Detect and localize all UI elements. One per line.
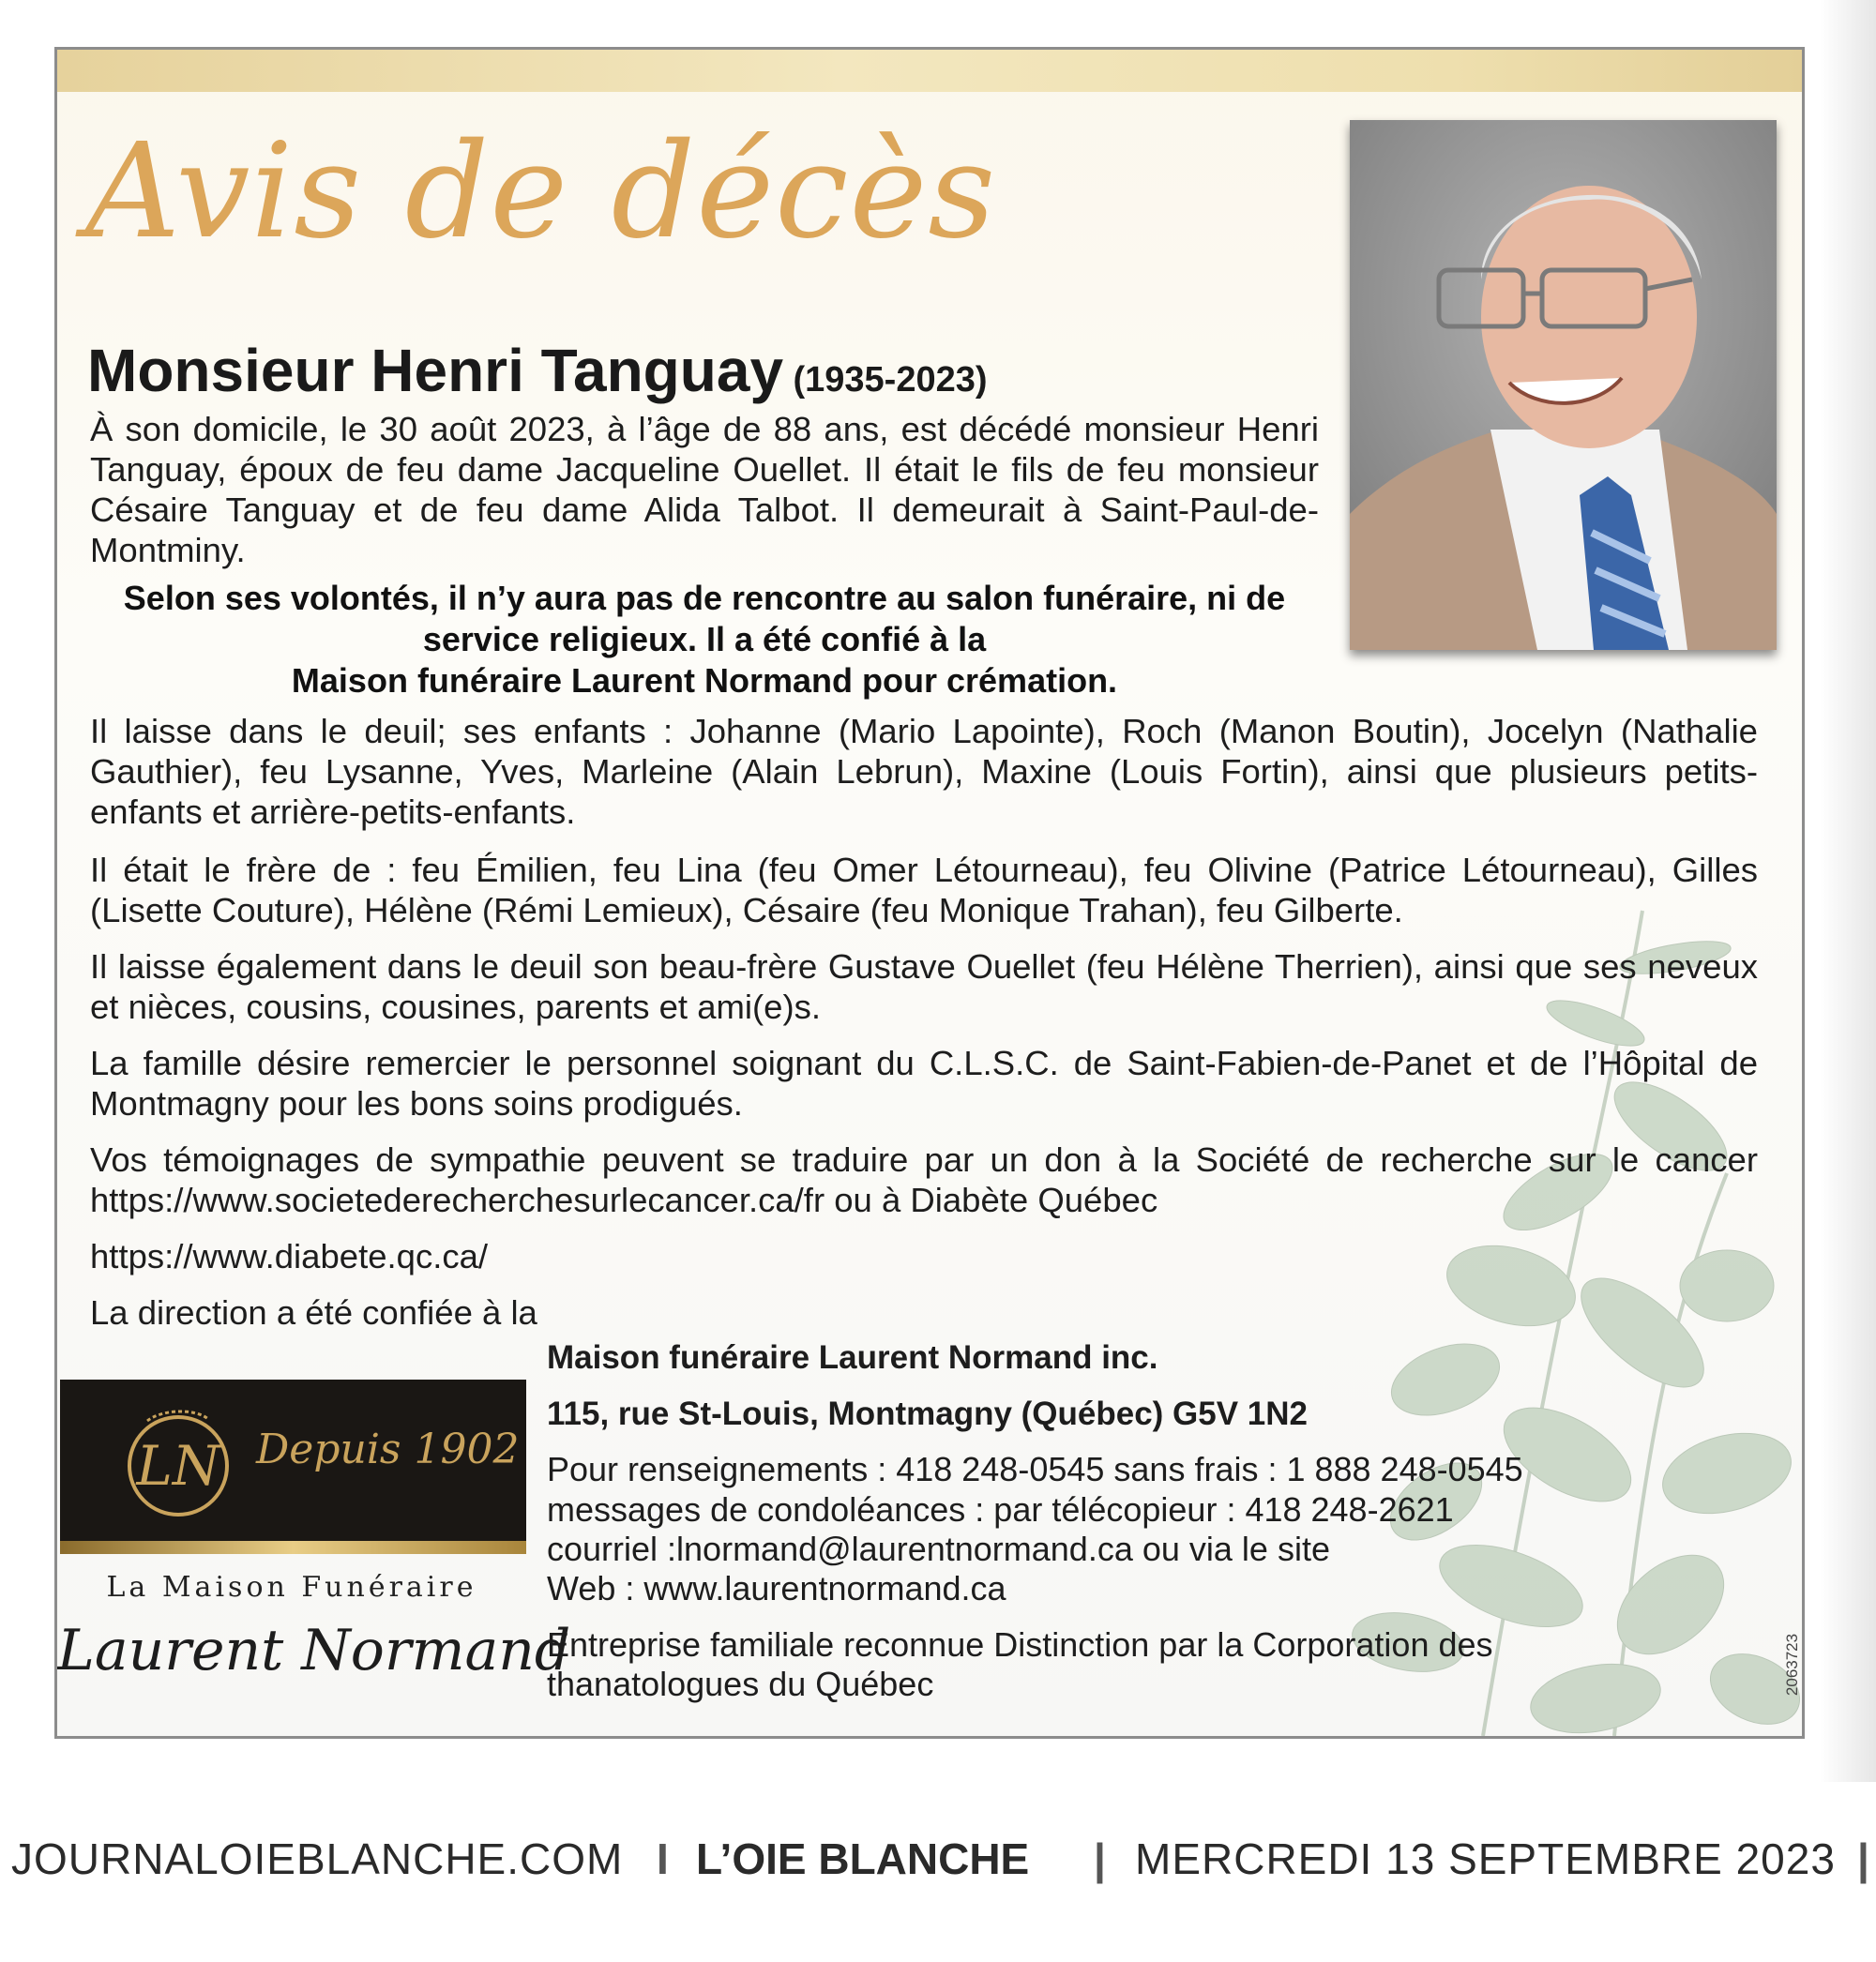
ln-monogram-text: LN — [136, 1434, 220, 1498]
deceased-name: Monsieur Henri Tanguay — [87, 337, 784, 404]
funeral-home-email: courriel :lnormand@laurentnormand.ca ou via le site — [547, 1530, 1330, 1568]
notice-paragraph-2: Il laisse dans le deuil; ses enfants : Johanne (Mario Lapointe), Roch (Manon Boutin), Jocelyn (Nathalie Gauthier), feu Lysanne, Yves, Marleine (Alain Lebrun), Maxine (Louis Fortin), ainsi que plusieurs petits-enfants et arrière-petits-enfants. — [90, 712, 1758, 831]
cremation-notice-line-3: Maison funéraire Laurent Normand pour crémation. — [291, 661, 1118, 700]
notice-paragraph-5: La famille désire remercier le personnel soignant du C.L.S.C. de Saint-Fabien-de-Panet et de l’Hôpital de Montmagny pour les bons soins prodigués. — [90, 1044, 1758, 1123]
funeral-home-name: Maison funéraire Laurent Normand inc. — [547, 1339, 1158, 1376]
notice-paragraph-4: Il laisse également dans le deuil son beau-frère Gustave Ouellet (feu Hélène Therrien), ainsi que ses neveux et nièces, cousins, cousines, parents et ami(e)s. — [90, 947, 1758, 1026]
distinction-line-2: thanatologues du Québec — [547, 1665, 934, 1703]
footer-divider-1: | — [1094, 1834, 1106, 1883]
cremation-notice-line-1: Selon ses volontés, il n’y aura pas de rencontre au salon funéraire, ni de — [123, 579, 1286, 617]
funeral-home-brand-small: La Maison Funéraire — [106, 1571, 477, 1604]
deceased-years: (1935-2023) — [793, 360, 988, 400]
funeral-home-fax: messages de condoléances : par télécopieur : 418 248-2621 — [547, 1490, 1454, 1529]
gold-header-band — [57, 50, 1802, 92]
funeral-home-address: 115, rue St-Louis, Montmagny (Québec) G5V 1N2 — [547, 1396, 1309, 1432]
funeral-home-web: Web : www.laurentnormand.ca — [547, 1569, 1006, 1607]
death-notice — [54, 47, 1805, 1739]
funeral-home-brand-big: Laurent Normand — [57, 1618, 571, 1683]
notice-paragraph-3: Il était le frère de : feu Émilien, feu Lina (feu Omer Létourneau), feu Olivine (Patrice Létourneau), Gilles (Lisette Couture), Hélène (Rémi Lemieux), Césaire (feu Monique Trahan), feu Gilberte. — [90, 851, 1758, 929]
diabete-url: https://www.diabete.qc.ca/ — [90, 1237, 489, 1275]
ln-monogram-logo — [96, 1391, 255, 1532]
page-footer — [0, 1834, 1876, 1899]
cremation-notice-line-2: service religieux. Il a été confié à la — [422, 620, 987, 658]
funeral-home-tagline: Depuis 1902 — [256, 1426, 520, 1473]
footer-divider-2: | — [1857, 1834, 1869, 1883]
footer-paper-name: L’OIE BLANCHE — [696, 1834, 1030, 1883]
ad-reference-number: 2063723 — [1783, 1633, 1801, 1697]
direction-text: La direction a été confiée à la — [90, 1293, 537, 1332]
logo-gold-stripe — [60, 1541, 526, 1554]
notice-paragraph-1: À son domicile, le 30 août 2023, à l’âge de 88 ans, est décédé monsieur Henri Tanguay, époux de feu dame Jacqueline Ouellet. Il était le fils de feu monsieur Césaire Tanguay et de feu dame Alida Talbot. Il demeurait à Saint-Paul-de-Montminy. — [90, 410, 1319, 569]
footer-separator: I — [657, 1834, 669, 1883]
page-edge-shadow — [1820, 0, 1876, 1782]
footer-date: MERCREDI 13 SEPTEMBRE 2023 — [1135, 1834, 1836, 1883]
notice-paragraph-6: Vos témoignages de sympathie peuvent se traduire par un don à la Société de recherche sur le cancer https://www.societederecherchesurlecancer.ca/fr ou à Diabète Québec — [90, 1140, 1758, 1219]
portrait-photo — [1350, 120, 1777, 650]
notice-heading: Avis de décès — [85, 115, 997, 268]
deceased-name-line — [87, 336, 988, 405]
funeral-home-phone: Pour renseignements : 418 248-0545 sans frais : 1 888 248-0545 — [547, 1450, 1523, 1488]
distinction-line-1: Entreprise familiale reconnue Distinction par la Corporation des — [547, 1625, 1493, 1664]
footer-site: JOURNALOIEBLANCHE.COM — [11, 1834, 624, 1883]
